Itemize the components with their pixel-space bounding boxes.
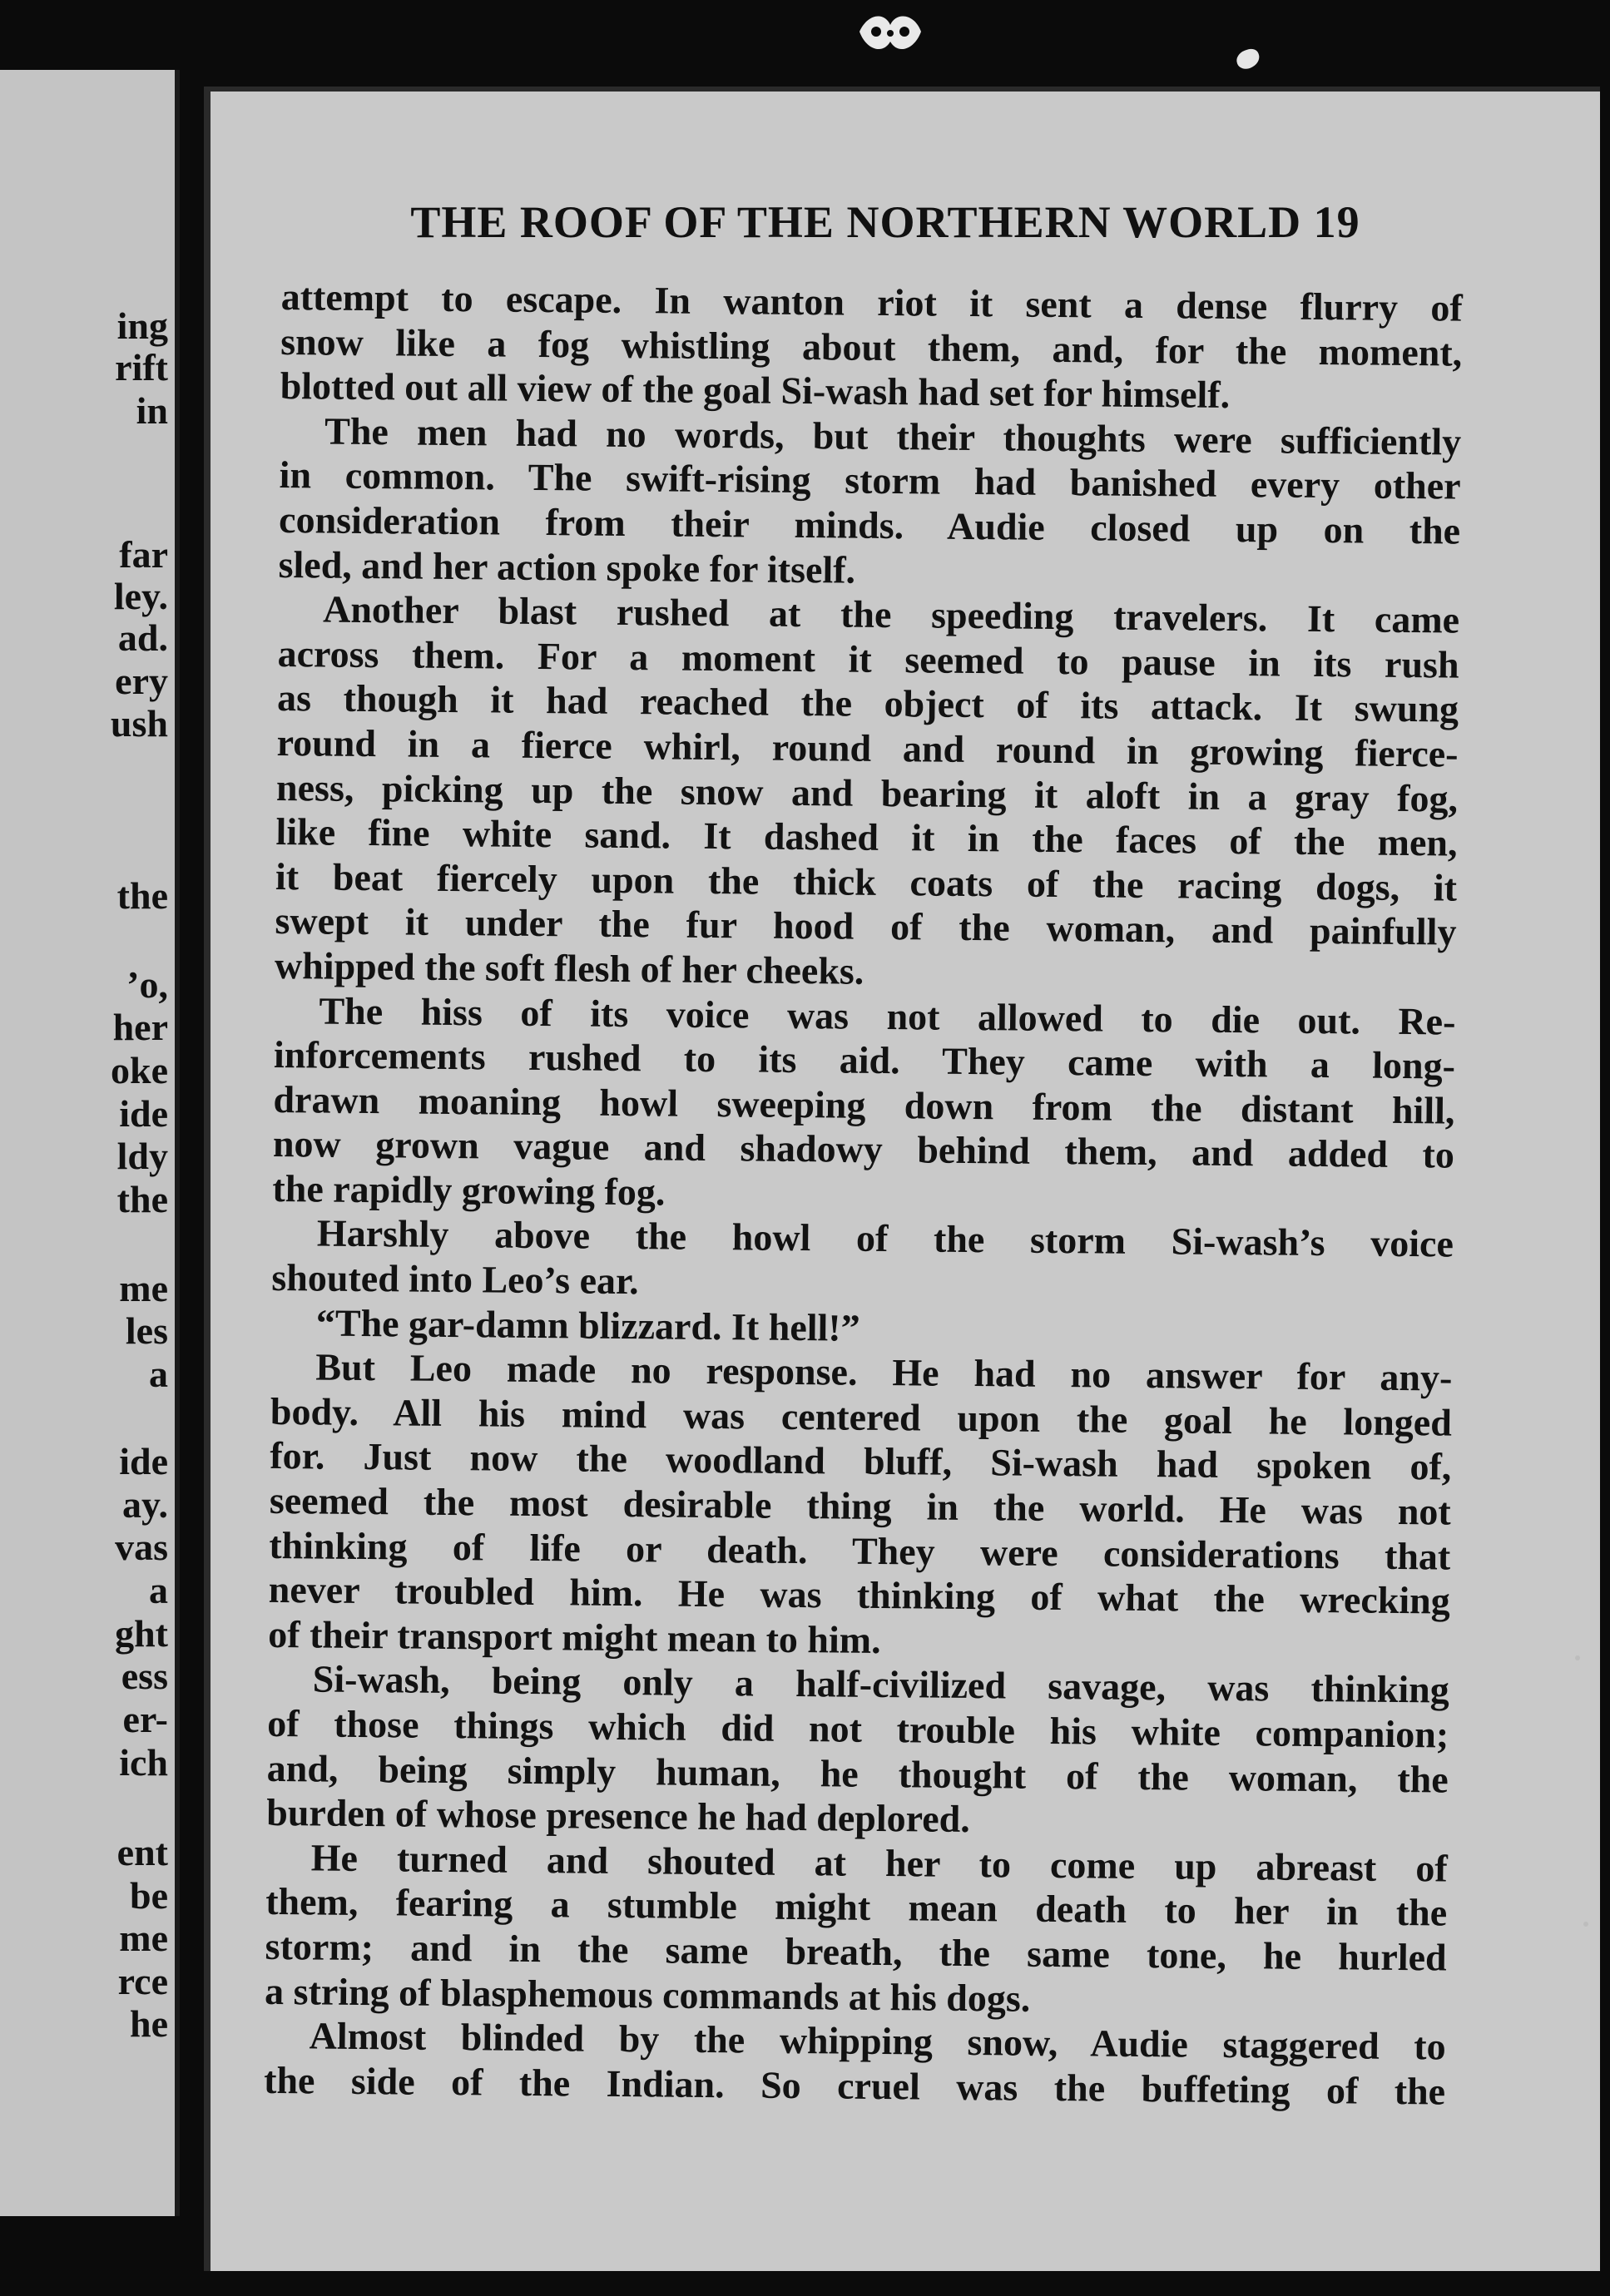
paragraph: [275, 586, 1460, 999]
text-line: of those things which did not trouble his white companion;: [267, 1701, 1449, 1756]
paragraph: [264, 2013, 1446, 2114]
text-line: Harshly above the howl of the storm Si-wash’s voice: [316, 1211, 1454, 1266]
text-line: ness, picking up the snow and bearing it aloft in a gray fog,: [275, 765, 1459, 820]
facing-page-fragment: ley.: [113, 575, 168, 617]
text-line: sled, and her action spoke for itself.: [278, 542, 856, 591]
text-line: swept it under the fur hood of the woman, and painfully: [275, 899, 1457, 953]
facing-page-fragment: he: [130, 2002, 168, 2045]
scan-blot: [1234, 47, 1262, 72]
running-header: [377, 196, 1394, 248]
text-line: Si-wash, being only a half-civilized savage, was thinking: [312, 1657, 1449, 1711]
facing-page-fragment: in: [136, 389, 168, 432]
text-line: The men had no words, but their thoughts were sufficiently: [324, 409, 1462, 463]
text-line: inforcements rushed to its aid. They came with a long-: [273, 1033, 1456, 1087]
facing-page-fragment: be: [130, 1874, 168, 1917]
page-number: 19: [1313, 197, 1360, 247]
text-line: in common. The swift-rising storm had banished every other: [279, 453, 1461, 507]
body-text: [264, 275, 1463, 2114]
text-line: for. Just now the woodland bluff, Si-wash had spoken of,: [270, 1434, 1452, 1489]
text-line: thinking of life or death. They were considerations that: [269, 1523, 1451, 1578]
facing-page-fragment: ent: [116, 1831, 168, 1873]
text-line: snow like a fog whistling about them, and, for the moment,: [280, 319, 1463, 374]
text-line: burden of whose presence he had deplored.: [266, 1791, 971, 1841]
text-line: But Leo made no response. He had no answer for any-: [315, 1345, 1453, 1399]
printer-ornament-icon: [853, 7, 928, 65]
text-line: the side of the Indian. So cruel was the buffeting of the: [263, 2058, 1446, 2113]
facing-page-fragment: ’o,: [126, 963, 168, 1006]
scan-speck: [1583, 1922, 1588, 1927]
paragraph: [278, 408, 1461, 598]
facing-page-fragment: ad.: [117, 616, 168, 659]
text-line: “The gar-damn blizzard. It hell!”: [315, 1301, 860, 1349]
paragraph: [265, 1835, 1448, 2025]
facing-page-fragment: ush: [110, 702, 168, 745]
facing-page-fragment: the: [116, 874, 168, 917]
text-line: the rapidly growing fog.: [272, 1166, 666, 1214]
facing-page-fragment: ess: [121, 1655, 168, 1697]
text-line: a string of blasphemous commands at his dogs.: [264, 1969, 1031, 2020]
paragraph: [272, 987, 1456, 1222]
facing-page-fragment: ldy: [116, 1135, 168, 1177]
facing-page-fragment: ing: [116, 304, 168, 347]
facing-page-fragment: les: [125, 1309, 168, 1352]
facing-page-fragment: ght: [115, 1612, 168, 1655]
facing-page-fragment: ide: [119, 1092, 168, 1135]
text-line: it beat fiercely upon the thick coats of the racing dogs, it: [275, 854, 1458, 909]
facing-page-fragment: ich: [119, 1741, 168, 1784]
facing-page-fragment: er-: [122, 1698, 168, 1740]
text-line: and, being simply human, he thought of the woman, the: [266, 1746, 1449, 1801]
facing-page-fragment: ay.: [122, 1483, 168, 1526]
text-line: as though it had reached the object of its attack. It swung: [276, 676, 1459, 730]
facing-page-fragment: me: [119, 1917, 168, 1959]
text-line: round in a fierce whirl, round and round in growing fierce-: [276, 720, 1459, 775]
text-line: shouted into Leo’s ear.: [271, 1256, 639, 1303]
facing-page-fragment: rce: [117, 1960, 168, 2002]
facing-page-fragment: a: [149, 1569, 168, 1611]
running-title: THE ROOF OF THE NORTHERN WORLD: [410, 197, 1302, 247]
text-line: seemed the most desirable thing in the world. He was not: [269, 1478, 1452, 1533]
facing-page-fragment: rift: [115, 346, 168, 388]
paragraph: [271, 1210, 1454, 1311]
text-line: whipped the soft flesh of her cheeks.: [274, 943, 864, 992]
text-line: of their transport might mean to him.: [268, 1612, 881, 1661]
book-page: [204, 87, 1600, 2271]
text-line: now grown vague and shadowy behind them, and added to: [272, 1122, 1455, 1176]
text-line: never troubled him. He was thinking of what the wrecking: [268, 1568, 1451, 1622]
paragraph: [280, 275, 1462, 419]
text-line: storm; and in the same breath, the same tone, he hurled: [265, 1924, 1447, 1979]
text-line: blotted out all view of the goal Si-wash had set for himself.: [280, 364, 1231, 417]
text-line: consideration from their minds. Audie closed up on the: [278, 497, 1461, 552]
text-line: He turned and shouted at her to come up abreast of: [310, 1836, 1448, 1890]
facing-page-fragment: vas: [115, 1526, 168, 1568]
text-line: Almost blinded by the whipping snow, Audie staggered to: [309, 2014, 1446, 2068]
facing-page-fragment: the: [116, 1178, 168, 1220]
text-line: Another blast rushed at the speeding travelers. It came: [322, 587, 1460, 641]
facing-page-edge: [0, 70, 180, 2216]
text-line: like fine white sand. It dashed it in the faces of the men,: [275, 810, 1458, 864]
facing-page-fragment: oke: [111, 1049, 168, 1091]
facing-page-fragment: far: [119, 533, 168, 576]
paragraph: [266, 1656, 1449, 1846]
text-line: them, fearing a stumble might mean death to her in the: [265, 1880, 1448, 1934]
facing-page-fragment: her: [112, 1006, 168, 1048]
text-line: attempt to escape. In wanton riot it sent a dense flurry of: [280, 275, 1463, 329]
facing-page-fragment: me: [119, 1267, 168, 1309]
facing-page-fragment: ery: [115, 660, 168, 702]
paragraph: [268, 1344, 1453, 1668]
text-line: drawn moaning howl sweeping down from the distant hill,: [273, 1077, 1455, 1132]
facing-page-fragment: a: [149, 1353, 168, 1395]
scan-speck: [1575, 1655, 1580, 1660]
text-line: The hiss of its voice was not allowed to die out. Re-: [319, 988, 1456, 1043]
facing-page-fragment: ide: [119, 1440, 168, 1482]
text-line: across them. For a moment it seemed to pause in its rush: [277, 631, 1459, 686]
text-line: body. All his mind was centered upon the goal he longed: [270, 1389, 1453, 1444]
